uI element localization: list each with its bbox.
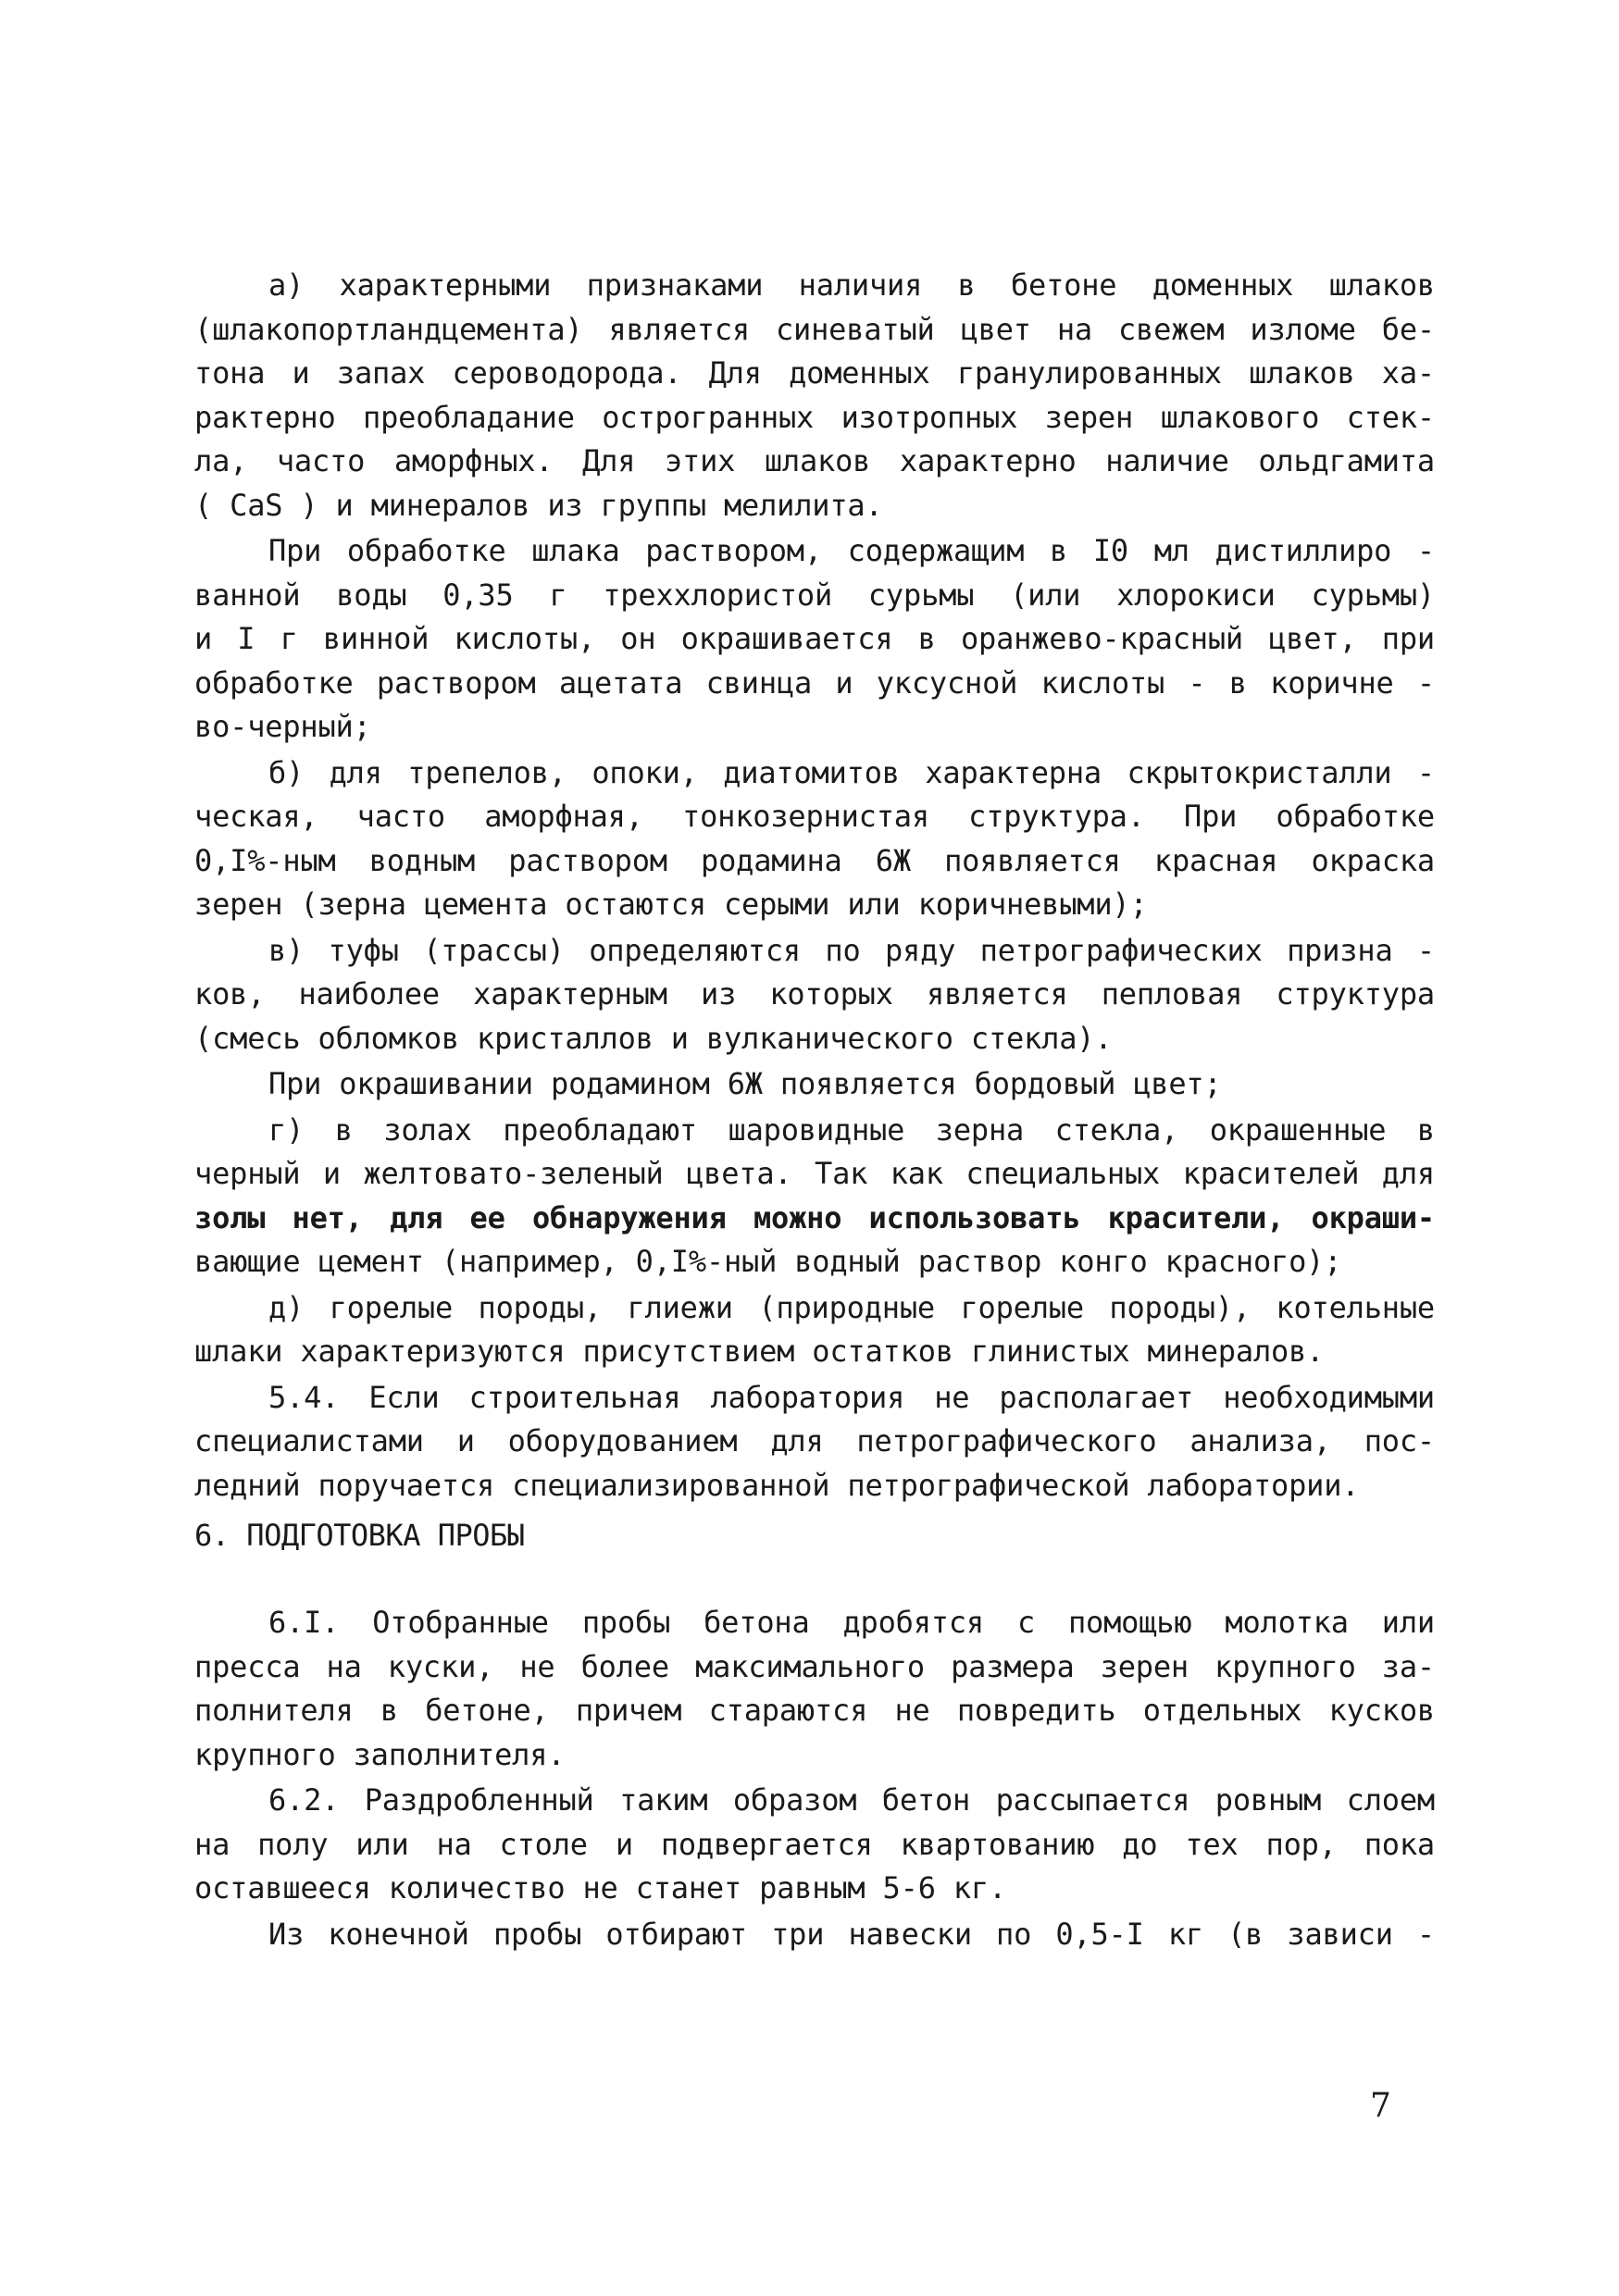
text-line: При окрашивании родамином 6Ж появляется бордовый цвет;: [268, 1066, 1222, 1101]
paragraph-5-4: [194, 1376, 1435, 1508]
section-6-heading: 6. ПОДГОТОВКА ПРОБЫ: [194, 1518, 525, 1553]
text-line: тона и запах сероводорода. Для доменных гранулированных шлаков ха-: [194, 355, 1435, 391]
text-line: полнителя в бетоне, причем стараются не повредить отдельных кусков: [194, 1693, 1435, 1728]
text-line: 0,I%-ным водным раствором родамина 6Ж появляется красная окраска: [194, 842, 1435, 878]
paragraph-6-2: [194, 1779, 1435, 1911]
text-line: ( CaS ) и минералов из группы мелилита.: [194, 487, 883, 523]
text-line: во-черный;: [194, 709, 371, 744]
text-line: При обработке шлака раствором, содержащим в I0 мл дистиллиро -: [268, 533, 1435, 568]
text-line: ледний поручается специализированной петрографической лаборатории.: [194, 1467, 1360, 1503]
section-5-text: [194, 264, 1435, 1509]
text-line: крупного заполнителя.: [194, 1736, 566, 1772]
text-line: б) для трепелов, опоки, диатомитов характерна скрытокристалли -: [268, 754, 1435, 790]
text-line: (шлакопортландцемента) является синеватый цвет на свежем изломе бе-: [194, 311, 1435, 347]
text-line: ков, наиболее характерным из которых является пепловая структура: [194, 976, 1435, 1011]
text-line: черный и желтовато-зеленый цвета. Так как специальных красителей для: [194, 1156, 1435, 1191]
text-line: (смесь обломков кристаллов и вулканического стекла).: [194, 1020, 1113, 1056]
paragraph-slag: [194, 264, 1435, 527]
text-line: на полу или на столе и подвергается квартованию до тех пор, пока: [194, 1826, 1435, 1862]
paragraph-slag-treatment: [194, 529, 1435, 750]
text-line: рактерно преобладание острогранных изотропных зерен шлакового стек-: [194, 399, 1435, 435]
paragraph-tripoli: [194, 751, 1435, 927]
text-line: шлаки характеризуются присутствием остатков глинистых минералов.: [194, 1334, 1325, 1369]
text-line: пресса на куски, не более максимального размера зерен крупного за-: [194, 1648, 1435, 1684]
text-line: а) характерными признаками наличия в бетоне доменных шлаков: [268, 267, 1435, 303]
text-line: ла, часто аморфных. Для этих шлаков характерно наличие ольдгамита: [194, 443, 1435, 478]
paragraph-burnt-rocks: [194, 1286, 1435, 1374]
text-line: ческая, часто аморфная, тонкозернистая структура. При обработке: [194, 799, 1435, 834]
text-line: золы нет, для ее обнаружения можно использовать красители, окраши-: [194, 1199, 1435, 1235]
text-line: зерен (зерна цемента остаются серыми или коричневыми);: [194, 887, 1148, 922]
paragraph-ash: [194, 1109, 1435, 1285]
text-line: г) в золах преобладают шаровидные зерна стекла, окрашенные в: [268, 1111, 1435, 1148]
text-line: д) горелые породы, глиежи (природные горелые породы), котельные: [268, 1289, 1435, 1325]
paragraph-tuff: [194, 929, 1435, 1061]
section-6-text: [194, 1601, 1435, 1958]
text-line: и I г винной кислоты, он окрашивается в оранжево-красный цвет, при: [194, 621, 1435, 656]
text-line: 6.I. Отобранные пробы бетона дробятся с помощью молотка или: [268, 1605, 1435, 1640]
text-line: оставшееся количество не станет равным 5-6 кг.: [194, 1870, 1007, 1905]
paragraph-final-sample: [194, 1913, 1435, 1957]
page-number: 7: [1370, 2087, 1391, 2125]
text-line: Из конечной пробы отбирают три навески по 0,5-I кг (в зависи -: [268, 1916, 1435, 1952]
paragraph-rhodamine: [194, 1062, 1435, 1107]
text-line: обработке раствором ацетата свинца и уксусной кислоты - в коричне -: [194, 664, 1435, 701]
text-line: в) туфы (трассы) определяются по ряду петрографических призна -: [268, 932, 1435, 968]
text-line: 5.4. Если строительная лаборатория не располагает необходимыми: [268, 1379, 1435, 1415]
text-line: 6.2. Раздробленный таким образом бетон рассыпается ровным слоем: [268, 1782, 1435, 1818]
text-line: ванной воды 0,35 г трехxлористой сурьмы (или хлорокиси сурьмы): [194, 577, 1435, 613]
text-line: вающие цемент (например, 0,I%-ный водный раствор конго красного);: [194, 1244, 1342, 1279]
text-line: специалистами и оборудованием для петрографического анализа, пос-: [194, 1423, 1435, 1458]
paragraph-6-1: [194, 1601, 1435, 1777]
